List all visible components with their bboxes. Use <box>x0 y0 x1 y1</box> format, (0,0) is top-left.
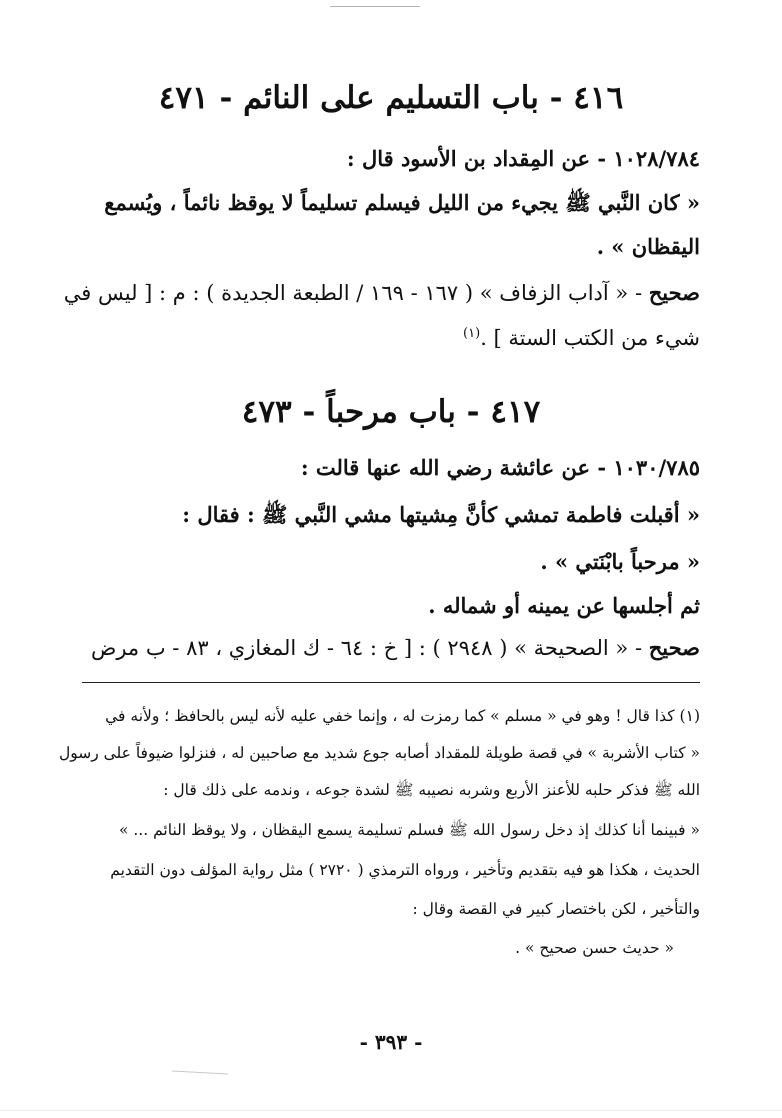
grade-label: صحيح <box>648 635 700 660</box>
hadith-784-narration: ١٠٢٨/٧٨٤ - عن المِقداد بن الأسود قال : <box>346 146 700 171</box>
footnote-line-7: « حديث حسن صحيح » . <box>515 939 674 957</box>
footnote-line-5: الحديث ، هكذا هو فيه بتقديم وتأخير ، ورواه الترمذي ( ٢٧٢٠ ) مثل رواية المؤلف دون التقديم <box>110 861 700 879</box>
hadith-784-text-line-1: « كان النَّبي ﷺ يجيء من الليل فيسلم تسليماً لا يوقظ نائماً ، ويُسمع <box>104 190 700 215</box>
hadith-785-grade-line <box>82 632 700 664</box>
hadith-785-text-line-1: « أقبلت فاطمة تمشي كأنَّ مِشيتها مشي النَّبي ﷺ : فقال : <box>182 502 700 527</box>
scan-mark <box>172 1071 228 1075</box>
hadith-785-narration: ١٠٣٠/٧٨٥ - عن عائشة رضي الله عنها قالت : <box>300 455 700 480</box>
bottom-edge-line <box>0 1110 782 1111</box>
hadith-784-text-line-2: اليقظان » . <box>596 234 700 259</box>
footnote-line-2: « كتاب الأشربة » في قصة طويلة للمقداد أصابه جوع شديد مع صاحبين له ، فنزلوا ضيوفاً على رسول <box>58 744 700 762</box>
hadith-785-text-line-2: « مرحباً بابْنَتي » . <box>540 549 700 574</box>
footnote-line-4: « فبينما أنا كذلك إذ دخل رسول الله ﷺ فسلم تسليمة يسمع اليقظان ، ولا يوقظ النائم ... » <box>118 821 700 839</box>
grade-reference: - « آداب الزفاف » ( ١٦٧ - ١٦٩ / الطبعة الجديدة ) : م : [ ليس في <box>63 281 649 305</box>
footnote-marker: (١) <box>463 326 481 341</box>
chapter-417-heading: ٤١٧ - باب مرحباً - ٤٧٣ <box>241 394 541 430</box>
chapter-416-heading: ٤١٦ - باب التسليم على النائم - ٤٧١ <box>158 80 624 116</box>
grade-label: صحيح <box>648 280 700 305</box>
top-edge-line <box>330 6 420 7</box>
footnote-line-6: والتأخير ، لكن باختصار كبير في القصة وقال : <box>412 900 700 918</box>
grade-reference: - « الصحيحة » ( ٢٩٤٨ ) : [ خ : ٦٤ - ك المغازي ، ٨٣ - ب مرض <box>90 636 649 660</box>
grade-reference-cont: شيء من الكتب الستة ] . <box>480 326 700 350</box>
hadith-785-text-line-3: ثم أجلسها عن يمينه أو شماله . <box>428 593 700 618</box>
hadith-784-grade-line-1 <box>63 277 700 309</box>
page-number: - ٣٩٣ - <box>359 1030 423 1054</box>
footnote-divider <box>82 682 700 683</box>
footnote-line-1: (١) كذا قال ! وهو في « مسلم » كما رمزت له ، وإنما خفي عليه لأنه ليس بالحافظ ؛ ولأنه في <box>105 707 700 725</box>
hadith-784-grade-line-2 <box>82 318 700 354</box>
footnote-line-3: الله ﷺ فذكر حلبه للأعنز الأربع وشربه نصيبه ﷺ لشدة جوعه ، وندمه على ذلك قال : <box>163 781 700 799</box>
